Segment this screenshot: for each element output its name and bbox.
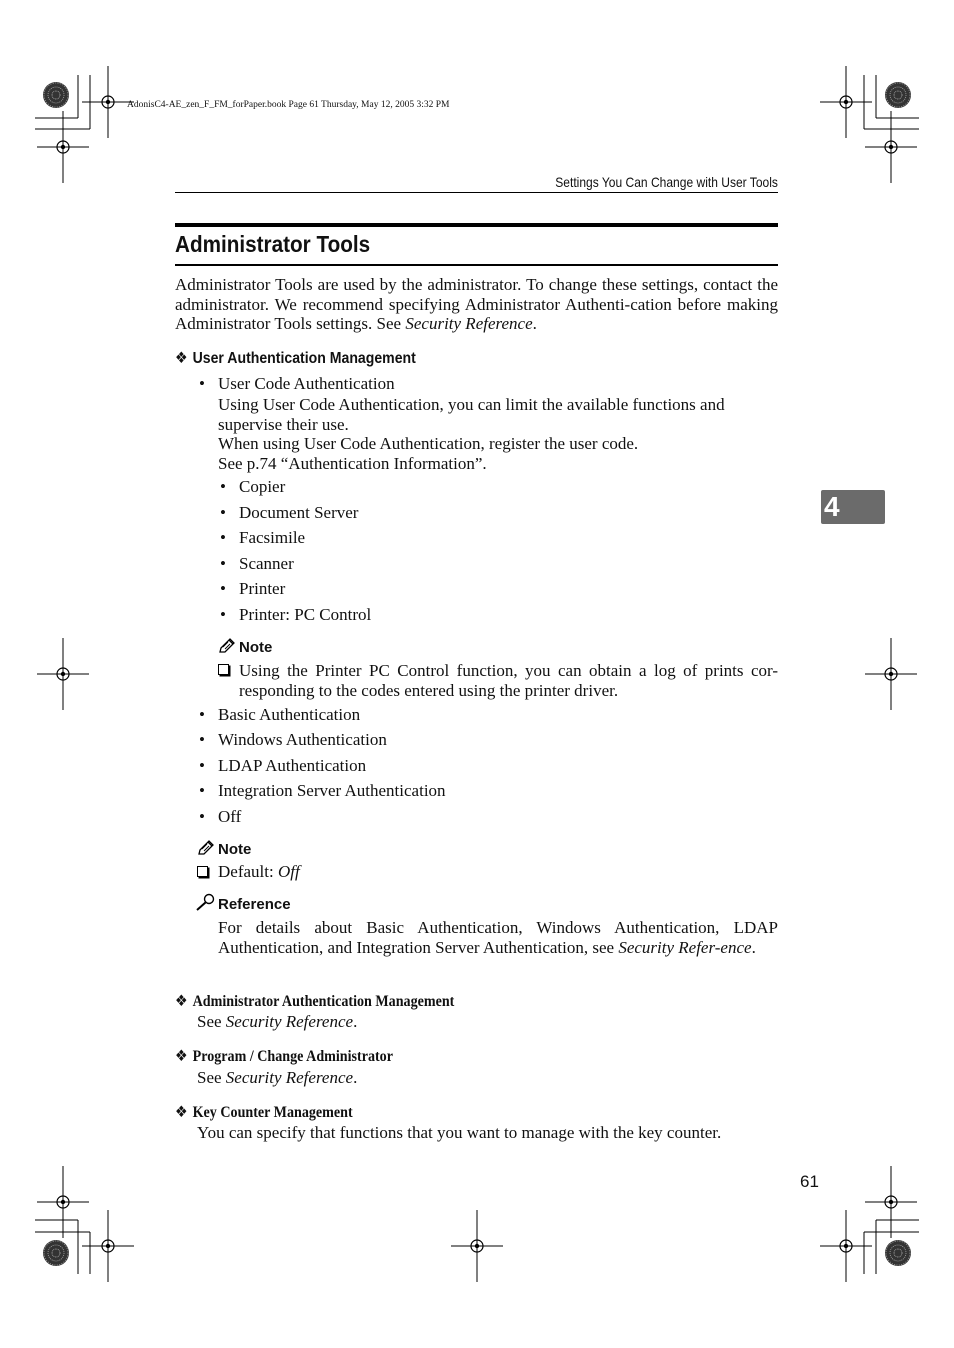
title-rule-bottom xyxy=(175,264,778,266)
reference-label: Reference xyxy=(218,896,291,913)
section-heading-key-counter xyxy=(175,1102,353,1122)
sub-list-item: • Printer: PC Control xyxy=(220,605,372,624)
bullet-icon: • xyxy=(220,554,226,573)
sub-list-item: • Copier xyxy=(220,477,286,496)
list-item-label: User Code Authentication xyxy=(218,374,395,393)
sub-list-item: • Document Server xyxy=(220,503,359,522)
intro-text: Administrator Tools are used by the administrator. To change these settings, contact the administrator. We recommend specifying Administrator Authenti-cation before making Administrator Tools settings. See xyxy=(175,275,778,333)
bullet-icon: • xyxy=(199,807,205,826)
key-counter-text: You can specify that functions that you want to manage with the key counter. xyxy=(197,1123,722,1142)
note-label-2: Note xyxy=(218,841,252,858)
bullet-icon: • xyxy=(220,477,226,496)
user-code-desc-2: When using User Code Authentication, register the user code. xyxy=(218,434,639,453)
diamond-cross-icon: ❖ xyxy=(175,993,188,1010)
bullet-icon: • xyxy=(220,579,226,598)
list-item: • LDAP Authentication xyxy=(199,756,367,775)
note-text-2: Default: Off xyxy=(218,862,300,881)
note-label-1: Note xyxy=(239,639,273,656)
program-admin-text: See Security Reference. xyxy=(197,1068,358,1087)
intro-paragraph xyxy=(175,275,778,334)
sub-list-item: • Facsimile xyxy=(220,528,306,547)
section-heading-user-auth-text: User Authentication Management xyxy=(192,350,416,367)
list-item: • Integration Server Authentication xyxy=(199,781,446,800)
magnifier-icon xyxy=(195,893,217,911)
bullet-icon: • xyxy=(199,705,205,724)
pencil-icon xyxy=(218,638,236,654)
bullet-icon: • xyxy=(199,730,205,749)
section-heading-program-admin xyxy=(175,1046,393,1066)
intro-period: . xyxy=(532,314,537,333)
pencil-icon xyxy=(197,840,215,856)
list-item: • Off xyxy=(199,807,242,826)
section-heading-program-admin-text: Program / Change Administrator xyxy=(192,1048,393,1065)
sub-list-item: • Printer xyxy=(220,579,286,598)
diamond-cross-icon: ❖ xyxy=(175,1048,188,1065)
page-number: 61 xyxy=(800,1172,819,1191)
intro-reference: Security Reference xyxy=(405,314,533,333)
diamond-cross-icon: ❖ xyxy=(175,1104,188,1121)
list-item-user-code-auth xyxy=(199,374,395,394)
bullet-icon: • xyxy=(220,605,226,624)
diamond-cross-icon: ❖ xyxy=(175,350,188,367)
bullet-icon: • xyxy=(220,528,226,547)
checkbox-icon xyxy=(218,664,229,675)
section-heading-user-auth xyxy=(175,348,416,368)
admin-auth-text: See Security Reference. xyxy=(197,1012,358,1031)
user-code-desc-1: Using User Code Authentication, you can limit the available functions and supervise their use. xyxy=(218,395,725,434)
user-code-desc xyxy=(218,395,778,473)
checkbox-icon xyxy=(197,866,208,877)
bullet-icon: • xyxy=(220,503,226,522)
bullet-icon: • xyxy=(199,781,205,800)
section-heading-admin-auth-text: Administrator Authentication Management xyxy=(192,993,455,1010)
bullet-icon: • xyxy=(199,374,205,393)
bullet-icon: • xyxy=(199,756,205,775)
chapter-tab xyxy=(821,490,885,524)
list-item: • Windows Authentication xyxy=(199,730,387,749)
running-header xyxy=(175,174,778,192)
sub-list-item: • Scanner xyxy=(220,554,294,573)
user-code-desc-3: See p.74 “Authentication Information”. xyxy=(218,453,487,473)
note-text-1: Using the Printer PC Control function, you can obtain a log of prints cor-responding to the codes entered using the printer driver. xyxy=(239,661,778,700)
section-heading-key-counter-text: Key Counter Management xyxy=(192,1104,353,1121)
reference-text: For details about Basic Authentication, Windows Authentication, LDAP Authentication, and Integration Server Authentication, see Security Refer-ence. xyxy=(218,918,778,957)
list-item: • Basic Authentication xyxy=(199,705,361,724)
running-header-text: Settings You Can Change with User Tools xyxy=(555,174,778,190)
header-rule xyxy=(175,192,778,193)
page-title: Administrator Tools xyxy=(175,231,371,257)
chapter-tab-number: 4 xyxy=(824,491,840,522)
title-rule-top xyxy=(175,223,778,227)
section-heading-admin-auth xyxy=(175,991,454,1011)
file-stamp: AdonisC4-AE_zen_F_FM_forPaper.book Page 61 Thursday, May 12, 2005 3:32 PM xyxy=(127,100,450,110)
